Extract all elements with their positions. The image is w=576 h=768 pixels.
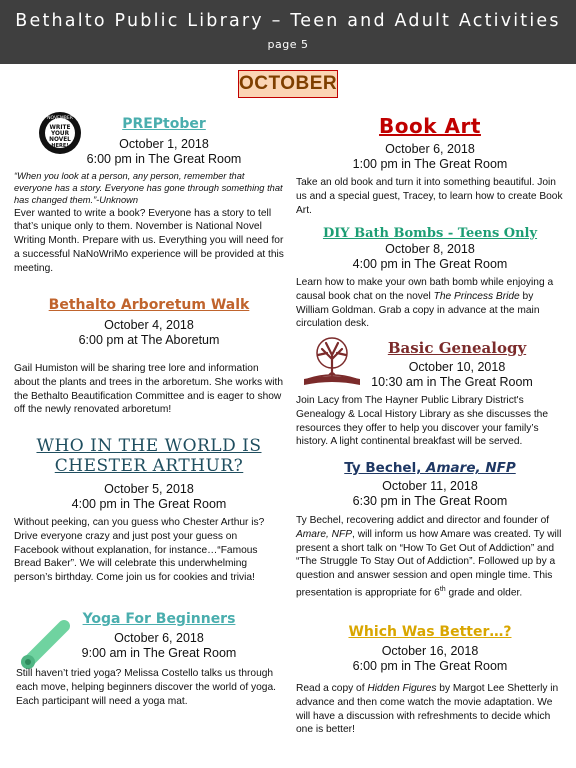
page-header <box>0 0 576 64</box>
event-description: Join Lacy from The Hayner Public Library District's Genealogy & Local History Library as she discusses the resources they offer to help you discover your family’s history. A light continental breakfast will be served. <box>296 395 548 448</box>
event-date: October 8, 2018 <box>385 242 475 256</box>
event-time-place: 6:00 pm in The Great Room <box>86 152 242 166</box>
svg-text:NOVEL: NOVEL <box>49 137 71 143</box>
event-date: October 1, 2018 <box>119 137 209 151</box>
event-description: Ever wanted to write a book? Everyone has a story to tell that’s unique only to them. November is National Novel Writing Month. Prepare with us. Everything you will need for a successful NaNoWriMo experience will be provided at this meeting. <box>14 207 284 274</box>
event-which-was-better <box>296 624 564 737</box>
event-date: October 4, 2018 <box>104 318 194 332</box>
event-date: October 11, 2018 <box>382 479 478 493</box>
event-genealogy <box>296 339 564 449</box>
event-date: October 6, 2018 <box>385 142 475 156</box>
event-book-art <box>296 114 564 217</box>
event-ty-bechel <box>296 460 564 600</box>
event-description: Take an old book and turn it into something beautiful. Join us and a special guest, Tracey, to learn how to create Book Art. <box>296 177 563 216</box>
event-time-place: 1:00 pm in The Great Room <box>352 157 508 171</box>
event-bath-bombs <box>296 226 564 331</box>
event-description: Ty Bechel, recovering addict and director and founder of Amare, NFP, will inform us how Amare was created. Ty will present a short talk on “How To Get Out of Addiction” and “The Struggle To Stay Out of Addiction”. Followed up by a question and answer session and open mingle time. This presentation is appropriate for 6th grade and older. <box>296 515 562 599</box>
event-date: October 10, 2018 <box>408 360 506 374</box>
event-time-place: 6:30 pm in The Great Room <box>352 494 508 508</box>
page-title: Bethalto Public Library – Teen and Adult Activities <box>15 11 561 31</box>
event-preptober <box>14 116 284 276</box>
event-title-line1: WHO IN THE WORLD IS <box>36 436 262 456</box>
event-description: Gail Humiston will be sharing tree lore and information about the plants and trees in the arboretum. She works with the Bethalto Beautification Committee and is eager to show off the newly renovated arboretum! <box>14 363 283 416</box>
organization-name: Amare, NFP <box>426 460 516 476</box>
month-banner: OCTOBER <box>238 70 338 98</box>
event-date: October 5, 2018 <box>104 482 194 496</box>
event-description: Learn how to make your own bath bomb while enjoying a causal book chat on the novel The Princess Bride by William Goldman. Grab a copy in advance at the main circulation desk. <box>296 277 554 330</box>
event-title: Book Art <box>379 114 481 138</box>
event-quote: “When you look at a person, any person, remember that everyone has a story. Everyone has gone through something that has changed them.”-Unknown <box>14 171 283 206</box>
event-description: Read a copy of Hidden Figures by Margot Lee Shetterly in advance and then come watch the movie adaptation. We will have a discussion with refreshments to decide which one is better! <box>296 683 559 736</box>
event-description: Without peeking, can you guess who Chester Arthur is? Drive everyone crazy and just post your guess on Facebook without explanation, for instance…“Famous Bread Baker”. We will celebrate this underwhelming person’s birthday. Come join us for cookies and trivia! <box>14 517 265 584</box>
event-date: October 6, 2018 <box>114 631 204 645</box>
event-title: Bethalto Arboretum Walk <box>48 297 250 313</box>
event-yoga <box>14 611 284 708</box>
event-date: October 16, 2018 <box>381 644 479 658</box>
event-time-place: 9:00 am in The Great Room <box>81 646 237 660</box>
event-title: Yoga For Beginners <box>82 611 236 627</box>
event-title-line2: CHESTER ARTHUR? <box>54 456 244 476</box>
event-time-place: 10:30 am in The Great Room <box>371 375 533 389</box>
event-title: Basic Genealogy <box>387 339 527 357</box>
book-title: Hidden Figures <box>367 683 437 694</box>
event-arboretum <box>14 297 284 417</box>
event-title: Which Was Better…? <box>348 624 512 640</box>
svg-text:WRITE: WRITE <box>49 125 71 131</box>
event-description: Still haven’t tried yoga? Melissa Costello talks us through each move, helping beginners discover the world of yoga. Each participant will need a yoga mat. <box>16 668 276 707</box>
svg-text:YOUR: YOUR <box>50 131 70 137</box>
event-time-place: 4:00 pm in The Great Room <box>71 497 227 511</box>
event-chester-arthur <box>14 436 284 585</box>
event-title: PREPtober <box>122 116 206 132</box>
book-title: The Princess Bride <box>433 290 520 302</box>
event-title: DIY Bath Bombs - Teens Only <box>322 226 538 241</box>
page-number: page 5 <box>267 38 309 51</box>
svg-text:HERE!: HERE! <box>51 143 69 149</box>
badge-month-text: NOVEMBER <box>47 116 73 121</box>
event-time-place: 6:00 pm in The Great Room <box>352 659 508 673</box>
event-time-place: 6:00 pm at The Aboretum <box>78 333 220 347</box>
event-title: Ty Bechel, Amare, NFP <box>344 460 516 476</box>
event-time-place: 4:00 pm in The Great Room <box>352 257 508 271</box>
